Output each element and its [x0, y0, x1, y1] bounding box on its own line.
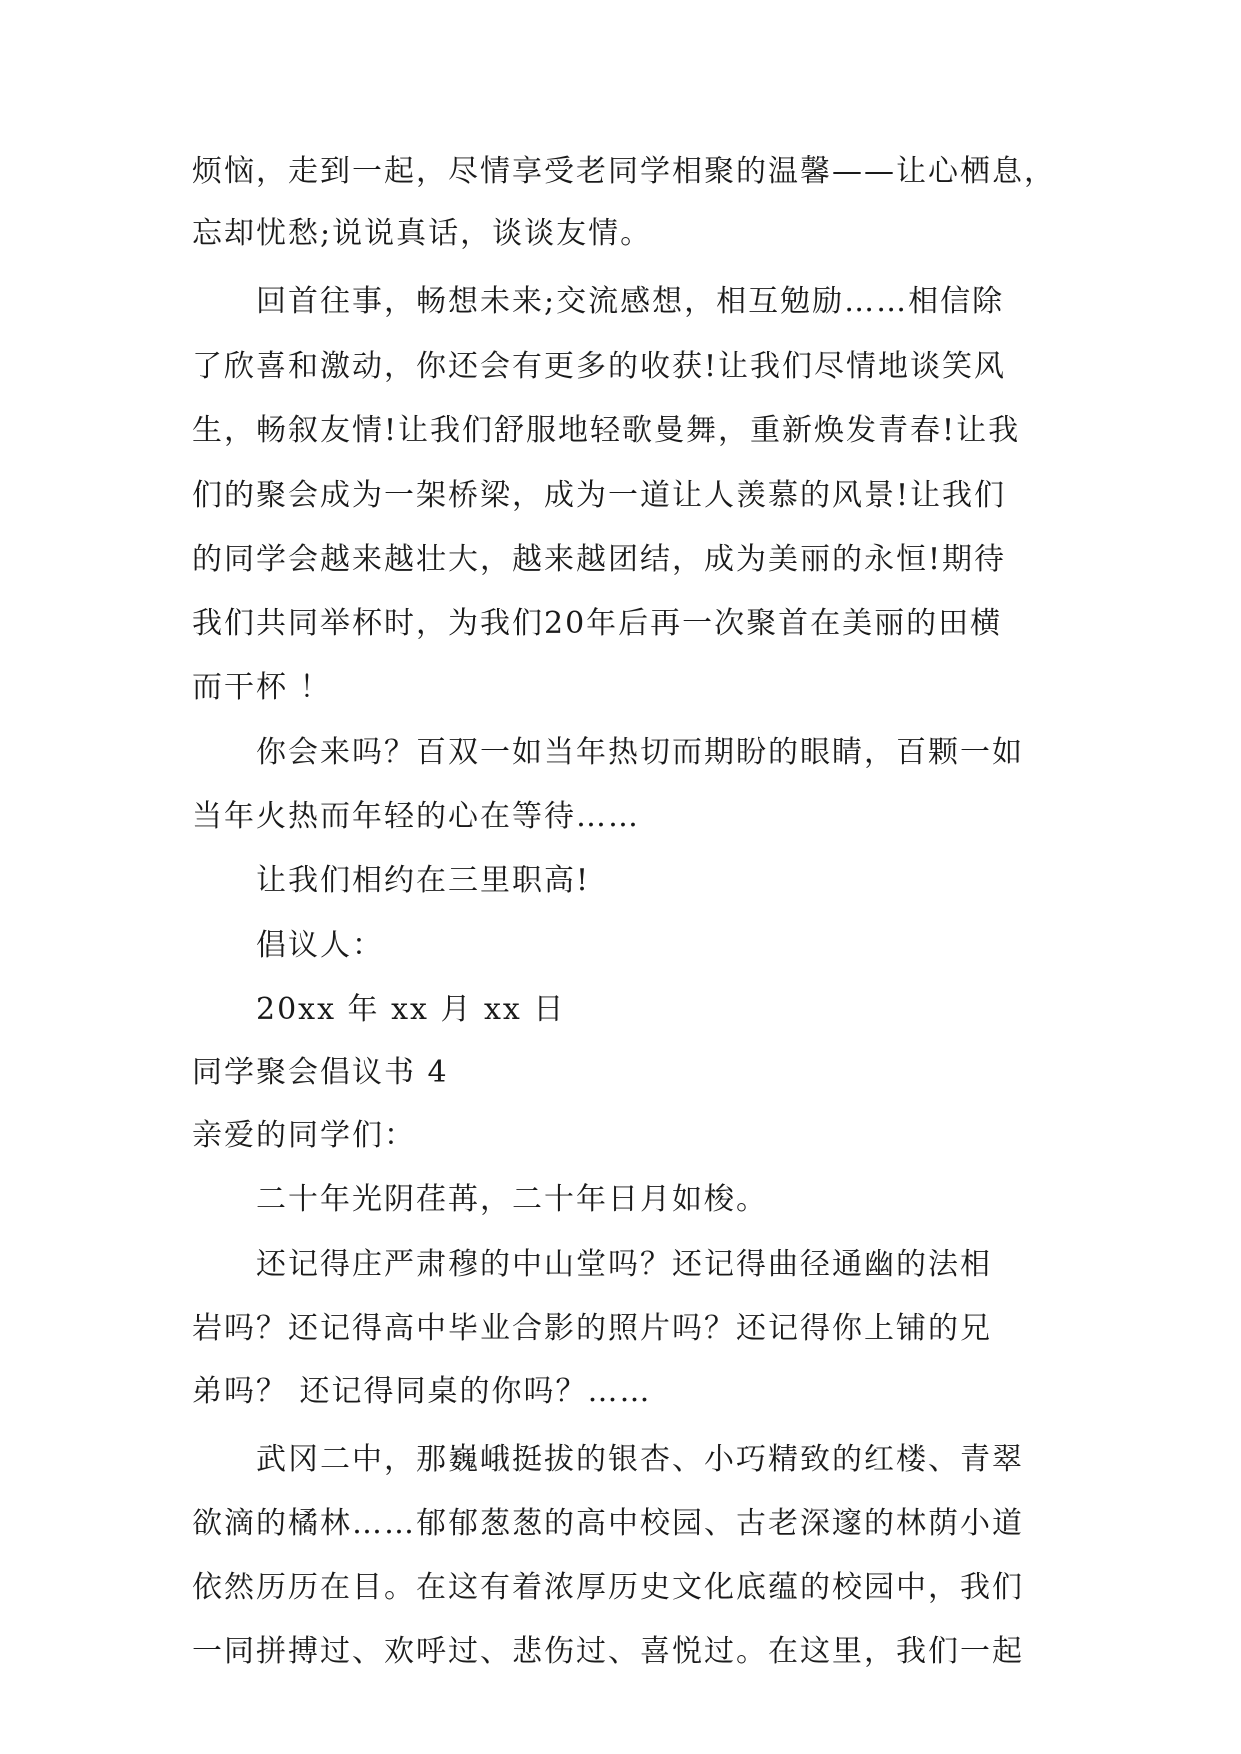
text-line: 的同学会越来越壮大，越来越团结，成为美丽的永恒!期待 — [192, 542, 1007, 577]
text-line: 我们共同举杯时，为我们20年后再一次聚首在美丽的田横 — [192, 606, 1003, 641]
section-heading: 同学聚会倡议书 4 — [192, 1055, 449, 1090]
text-line: 欲滴的橘林……郁郁葱葱的高中校园、古老深邃的林荫小道 — [192, 1506, 1024, 1541]
text-line: 们的聚会成为一架桥梁，成为一道让人羡慕的风景!让我们 — [192, 478, 1007, 513]
text-line: 弟吗？ 还记得同桌的你吗？…… — [192, 1374, 652, 1409]
date-line: 20xx 年 xx 月 xx 日 — [256, 992, 566, 1027]
text-line: 岩吗？还记得高中毕业合影的照片吗？还记得你上铺的兄 — [192, 1311, 992, 1346]
paragraph-start-line: 回首往事，畅想未来;交流感想，相互勉励……相信除 — [256, 284, 1005, 319]
text-line: 当年火热而年轻的心在等待…… — [192, 799, 640, 834]
paragraph-start-line: 武冈二中，那巍峨挺拔的银杏、小巧精致的红楼、青翠 — [256, 1442, 1024, 1477]
text-line: 了欣喜和激动，你还会有更多的收获!让我们尽情地谈笑风 — [192, 349, 1007, 384]
paragraph-start-line: 还记得庄严肃穆的中山堂吗？还记得曲径通幽的法相 — [256, 1247, 992, 1282]
paragraph-start-line: 你会来吗？百双一如当年热切而期盼的眼睛，百颗一如 — [256, 735, 1024, 770]
text-line: 而干杯 ！ — [192, 670, 332, 705]
text-line: 生，畅叙友情!让我们舒服地轻歌曼舞，重新焕发青春!让我 — [192, 413, 1021, 448]
text-line: 依然历历在目。在这有着浓厚历史文化底蕴的校园中，我们 — [192, 1570, 1024, 1605]
text-line: 烦恼，走到一起，尽情享受老同学相聚的温馨——让心栖息， — [192, 154, 1056, 189]
paragraph-start-line: 二十年光阴荏苒，二十年日月如梭。 — [256, 1182, 768, 1217]
paragraph-start-line: 让我们相约在三里职高! — [256, 863, 591, 898]
signature-label: 倡议人： — [256, 928, 384, 963]
text-line: 忘却忧愁;说说真话，谈谈友情。 — [192, 216, 653, 251]
salutation: 亲爱的同学们： — [192, 1118, 416, 1153]
text-line: 一同拼搏过、欢呼过、悲伤过、喜悦过。在这里，我们一起 — [192, 1634, 1024, 1669]
